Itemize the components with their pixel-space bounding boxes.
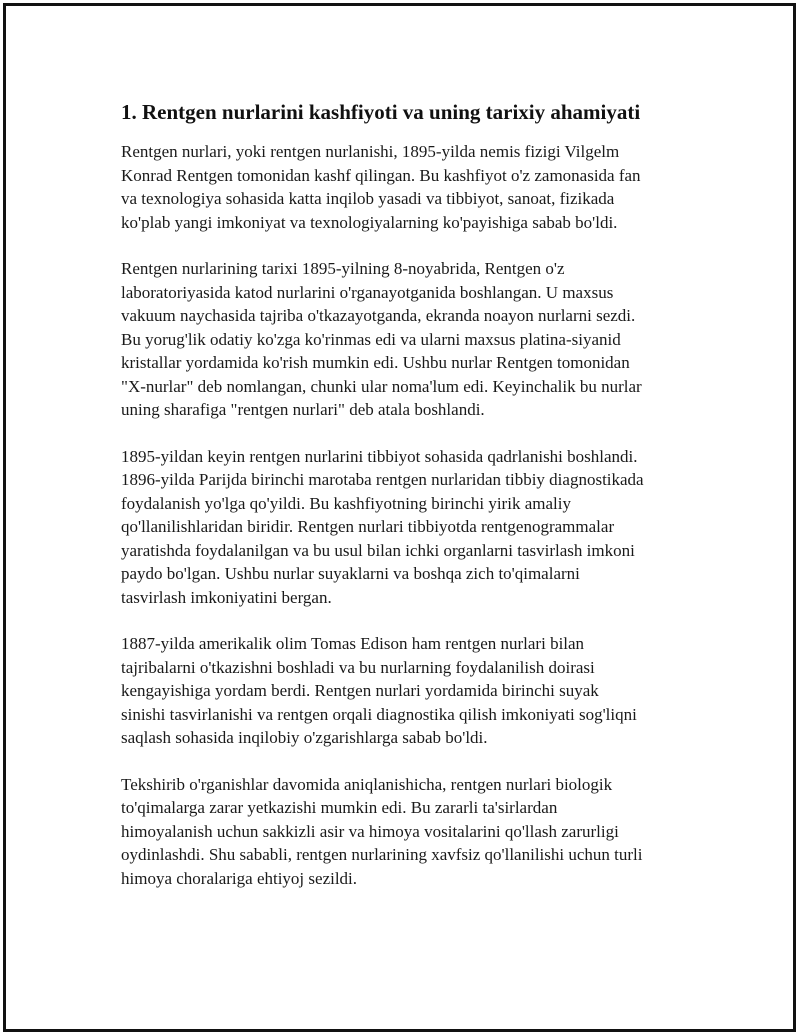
- text-line: Bu yorug'lik odatiy ko'zga ko'rinmas edi va ularni maxsus platina-siyanid: [121, 329, 621, 349]
- text-line: qo'llanilishlaridan biridir. Rentgen nurlari tibbiyotda rentgenogrammalar: [121, 517, 615, 536]
- text-line: paydo bo'lgan. Ushbu nurlar suyaklarni va boshqa zich to'qimalarni: [121, 564, 580, 583]
- text-line: foydalanish yo'lga qo'yildi. Bu kashfiyotning birinchi yirik amaliy: [121, 493, 571, 513]
- text-line: himoya choralariga ehtiyoj sezildi.: [121, 868, 358, 888]
- text-line: oydinlashdi. Shu sababli, rentgen nurlarining xavfsiz qo'llanilishi uchun turli: [121, 845, 643, 864]
- text-line: ko'plab yangi imkoniyat va texnologiyalarning ko'payishiga sabab bo'ldi.: [121, 212, 618, 232]
- text-line: 1895-yildan keyin rentgen nurlarini tibbiyot sohasida qadrlanishi boshlandi.: [121, 446, 638, 466]
- page-frame: [3, 3, 796, 1032]
- text-line: Tekshirib o'rganishlar davomida aniqlanishicha, rentgen nurlari biologik: [121, 774, 613, 794]
- paragraph-3: [121, 445, 691, 610]
- text-line: va texnologiya sohasida katta inqilob yasadi va tibbiyot, sanoat, fizikada: [121, 189, 615, 208]
- text-line: 1887-yilda amerikalik olim Tomas Edison ham rentgen nurlari bilan: [121, 634, 585, 653]
- document-title: 1. Rentgen nurlarini kashfiyoti va uning tarixiy ahamiyati: [121, 100, 641, 124]
- text-line: "X-nurlar" deb nomlangan, chunki ular noma'lum edi. Keyinchalik bu nurlar: [121, 376, 642, 396]
- text-line: tajribalarni o'tkazishni boshladi va bu nurlarning foydalanilish doirasi: [121, 657, 595, 677]
- text-line: yaratishda foydalanilgan va bu usul bilan ichki organlarni tasvirlash imkoni: [121, 540, 635, 560]
- text-line: to'qimalarga zarar yetkazishi mumkin edi. Bu zararli ta'sirlardan: [121, 798, 558, 817]
- paragraph-1: [121, 140, 691, 234]
- text-line: kristallar yordamida ko'rish mumkin edi. Ushbu nurlar Rentgen tomonidan: [121, 353, 630, 372]
- text-line: vakuum naychasida tajriba o'tkazayotganda, ekranda noayon nurlarni sezdi.: [121, 306, 636, 325]
- text-line: Rentgen nurlarining tarixi 1895-yilning 8-noyabrida, Rentgen o'z: [121, 259, 565, 278]
- text-line: laboratoriyasida katod nurlarini o'rganayotganida boshlangan. U maxsus: [121, 282, 614, 302]
- text-line: kengayishiga yordam berdi. Rentgen nurlari yordamida birinchi suyak: [121, 681, 599, 700]
- text-line: Rentgen nurlari, yoki rentgen nurlanishi, 1895-yilda nemis fizigi Vilgelm: [121, 142, 620, 161]
- text-line: himoyalanish uchun sakkizli asir va himoya vositalarini qo'llash zarurligi: [121, 821, 619, 841]
- text-line: Konrad Rentgen tomonidan kashf qilingan. Bu kashfiyot o'z zamonasida fan: [121, 165, 641, 185]
- text-line: 1896-yilda Parijda birinchi marotaba rentgen nurlaridan tibbiy diagnostikada: [121, 470, 644, 489]
- paragraph-4: [121, 632, 691, 750]
- text-line: saqlash sohasida inqilobiy o'zgarishlarga sabab bo'ldi.: [121, 728, 488, 747]
- document-body: [121, 98, 691, 913]
- text-line: tasvirlash imkoniyatini bergan.: [121, 587, 332, 607]
- text-line: sinishi tasvirlanishi va rentgen orqali diagnostika qilish imkoniyati sog'liqni: [121, 704, 637, 724]
- paragraph-5: [121, 773, 691, 891]
- text-line: uning sharafiga "rentgen nurlari" deb atala boshlandi.: [121, 400, 485, 419]
- paragraph-2: [121, 257, 691, 422]
